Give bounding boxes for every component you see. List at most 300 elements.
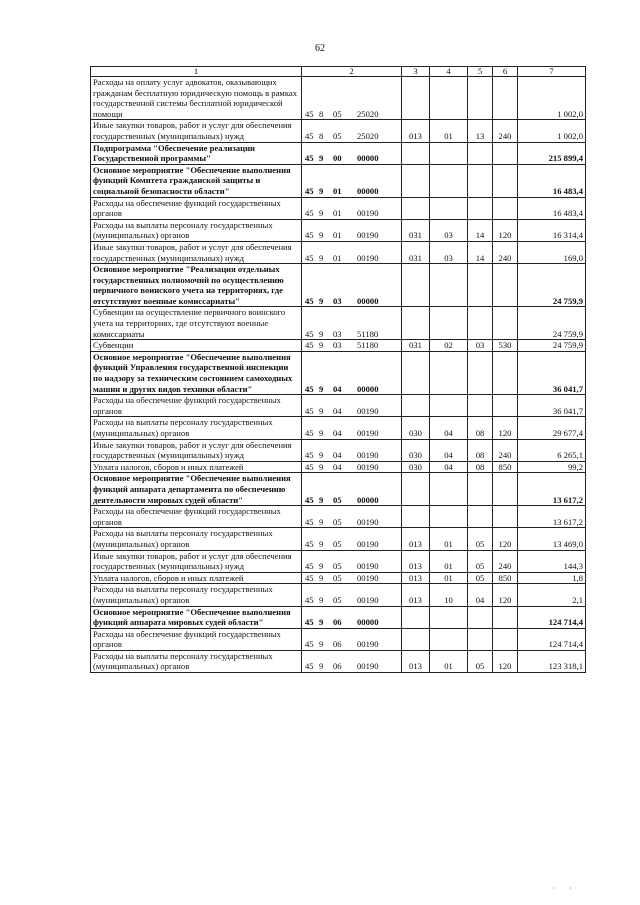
row-col-5: 08 [468,439,493,461]
row-code [302,506,402,528]
row-amount: 13 617,2 [518,473,586,506]
row-col-5 [468,264,493,307]
row-col-4 [430,606,468,628]
code-part-c1: 45 [305,494,314,505]
row-col-5: 14 [468,241,493,263]
code-part-c2: 9 [319,252,324,263]
code-part-c1: 45 [305,130,314,141]
row-code [302,572,402,584]
column-header: 5 [468,67,493,77]
row-amount: 6 265,1 [518,439,586,461]
row-col-3: 013 [402,550,430,572]
code-part-c4: 00190 [357,516,379,527]
row-amount: 2,1 [518,584,586,606]
row-col-5 [468,197,493,219]
code-part-c2: 9 [319,230,324,241]
code-part-c4: 00190 [357,230,379,241]
row-name: Иные закупки товаров, работ и услуг для обеспечения государственных (муниципальных) нужд [91,550,302,572]
column-header: 3 [402,67,430,77]
row-col-4: 01 [430,120,468,142]
row-col-4 [430,164,468,197]
row-col-5: 05 [468,528,493,550]
code-part-c4: 00000 [357,383,379,394]
code-part-c2: 9 [319,450,324,461]
code-part-c1: 45 [305,383,314,394]
row-col-5 [468,395,493,417]
row-amount: 215 899,4 [518,142,586,164]
table-body [91,77,586,673]
code-part-c4: 00190 [357,428,379,438]
row-name: Иные закупки товаров, работ и услуг для обеспечения государственных (муниципальных) нужд [91,120,302,142]
row-col-3: 013 [402,650,430,672]
row-col-6 [493,264,518,307]
table-row [91,628,586,650]
table-row [91,340,586,352]
row-col-3 [402,506,430,528]
row-amount: 16 314,4 [518,219,586,241]
table-row [91,307,586,340]
row-col-6 [493,395,518,417]
row-col-5 [468,351,493,394]
code-part-c2: 9 [319,328,324,339]
table-row [91,120,586,142]
row-col-3 [402,606,430,628]
row-code [302,528,402,550]
row-col-6 [493,142,518,164]
code-part-c2: 8 [319,130,324,141]
header-row [91,67,586,77]
code-part-c4: 00190 [357,461,379,472]
code-part-c3: 06 [333,617,342,628]
row-col-5: 05 [468,550,493,572]
row-col-5: 08 [468,417,493,439]
column-header: 7 [518,67,586,77]
table-row [91,584,586,606]
code-part-c3: 05 [333,561,342,572]
code-part-c3: 04 [333,405,342,416]
code-part-c2: 9 [319,295,324,306]
row-code [302,264,402,307]
code-part-c2: 9 [319,594,324,605]
row-amount: 16 483,4 [518,197,586,219]
row-col-4: 04 [430,417,468,439]
row-amount: 169,0 [518,241,586,263]
row-col-3 [402,77,430,120]
code-part-c1: 45 [305,450,314,461]
code-part-c4: 00190 [357,639,379,650]
code-part-c2: 9 [319,428,324,438]
row-col-5: 05 [468,650,493,672]
row-code [302,473,402,506]
code-part-c4: 51180 [357,328,379,339]
row-col-3 [402,628,430,650]
code-part-c3: 04 [333,428,342,438]
code-part-c1: 45 [305,153,314,164]
row-name: Основное мероприятие "Обеспечение выполнения функций аппарата департамента по обеспечению деятельности мировых судей области" [91,473,302,506]
code-part-c4: 00190 [357,661,379,672]
code-part-c4: 00190 [357,450,379,461]
table-row [91,219,586,241]
code-part-c1: 45 [305,561,314,572]
code-part-c1: 45 [305,108,314,119]
table-row [91,142,586,164]
row-col-4 [430,351,468,394]
row-code [302,164,402,197]
code-part-c4: 00000 [357,494,379,505]
code-part-c4: 25020 [357,108,379,119]
row-col-6: 120 [493,417,518,439]
row-col-3 [402,473,430,506]
row-col-4: 01 [430,650,468,672]
code-part-c4: 00190 [357,572,379,583]
code-part-c3: 01 [333,185,342,196]
row-col-5 [468,142,493,164]
code-part-c4: 25020 [357,130,379,141]
code-part-c2: 9 [319,185,324,196]
code-part-c3: 04 [333,383,342,394]
code-part-c1: 45 [305,572,314,583]
row-col-5 [468,307,493,340]
code-part-c2: 9 [319,561,324,572]
row-col-3: 030 [402,417,430,439]
code-part-c1: 45 [305,639,314,650]
code-part-c1: 45 [305,295,314,306]
row-col-3 [402,395,430,417]
row-name: Иные закупки товаров, работ и услуг для обеспечения государственных (муниципальных) нужд [91,439,302,461]
row-col-4 [430,395,468,417]
row-col-6: 530 [493,340,518,352]
table-row [91,197,586,219]
table-row [91,395,586,417]
row-col-4: 01 [430,572,468,584]
row-col-3 [402,307,430,340]
row-name: Расходы на обеспечение функций государственных органов [91,395,302,417]
row-col-5 [468,473,493,506]
code-part-c3: 03 [333,328,342,339]
row-code [302,120,402,142]
table-row [91,550,586,572]
row-col-6 [493,628,518,650]
row-code [302,351,402,394]
row-name: Основное мероприятие "Обеспечение выполнения функций Комитета гражданской защиты и социальной безопасности области" [91,164,302,197]
table-row [91,241,586,263]
table-row [91,506,586,528]
row-col-3 [402,164,430,197]
row-name: Расходы на выплаты персоналу государственных (муниципальных) органов [91,417,302,439]
row-col-3: 013 [402,528,430,550]
row-name: Основное мероприятие "Обеспечение выполнения функций аппарата мировых судей области" [91,606,302,628]
row-name: Расходы на обеспечение функций государственных органов [91,197,302,219]
table-row [91,439,586,461]
row-col-5: 14 [468,219,493,241]
row-col-3: 013 [402,584,430,606]
row-name: Подпрограмма "Обеспечение реализации Государственной программы" [91,142,302,164]
code-part-c3: 03 [333,295,342,306]
row-col-6 [493,164,518,197]
row-col-6: 850 [493,572,518,584]
row-amount: 29 677,4 [518,417,586,439]
code-part-c4: 00190 [357,405,379,416]
row-name: Уплата налогов, сборов и иных платежей [91,461,302,473]
row-col-3: 031 [402,340,430,352]
row-amount: 124 714,4 [518,606,586,628]
code-part-c2: 9 [319,340,324,351]
row-amount: 24 759,9 [518,307,586,340]
code-part-c4: 00190 [357,561,379,572]
row-code [302,219,402,241]
row-col-5: 03 [468,340,493,352]
row-col-6: 120 [493,528,518,550]
code-part-c1: 45 [305,328,314,339]
row-col-4: 10 [430,584,468,606]
row-name: Расходы на выплаты персоналу государственных (муниципальных) органов [91,528,302,550]
code-part-c2: 9 [319,461,324,472]
row-name: Иные закупки товаров, работ и услуг для обеспечения государственных (муниципальных) нужд [91,241,302,263]
row-code [302,197,402,219]
code-part-c1: 45 [305,516,314,527]
row-col-3 [402,264,430,307]
code-part-c4: 00190 [357,252,379,263]
row-col-6 [493,506,518,528]
code-part-c1: 45 [305,340,314,351]
code-part-c2: 9 [319,383,324,394]
row-col-5: 04 [468,584,493,606]
code-part-c3: 04 [333,450,342,461]
row-name: Расходы на выплаты персоналу государственных (муниципальных) органов [91,219,302,241]
row-name: Расходы на обеспечение функций государственных органов [91,628,302,650]
column-header: 1 [91,67,302,77]
code-part-c2: 9 [319,494,324,505]
table-row [91,264,586,307]
row-col-4: 04 [430,461,468,473]
row-col-4: 02 [430,340,468,352]
table-row [91,461,586,473]
code-part-c2: 9 [319,661,324,672]
row-col-3: 030 [402,461,430,473]
row-col-6: 240 [493,550,518,572]
code-part-c3: 06 [333,639,342,650]
code-part-c2: 8 [319,108,324,119]
code-part-c2: 9 [319,516,324,527]
code-part-c1: 45 [305,538,314,549]
table-row [91,417,586,439]
row-col-5 [468,506,493,528]
code-part-c4: 00190 [357,208,379,219]
row-code [302,395,402,417]
row-col-3: 030 [402,439,430,461]
row-code [302,142,402,164]
row-amount: 24 759,9 [518,264,586,307]
table-row [91,572,586,584]
row-code [302,340,402,352]
row-col-3: 031 [402,219,430,241]
row-amount: 144,3 [518,550,586,572]
row-col-5 [468,628,493,650]
row-col-6: 240 [493,241,518,263]
row-amount: 123 318,1 [518,650,586,672]
row-col-6: 240 [493,120,518,142]
code-part-c3: 01 [333,230,342,241]
row-col-3: 013 [402,572,430,584]
code-part-c2: 9 [319,405,324,416]
row-col-6 [493,473,518,506]
scan-marks: · · [552,884,578,893]
table-row [91,77,586,120]
code-part-c3: 03 [333,340,342,351]
row-col-6: 120 [493,219,518,241]
code-part-c1: 45 [305,230,314,241]
table-row [91,164,586,197]
row-col-4 [430,197,468,219]
row-col-6: 850 [493,461,518,473]
row-amount: 36 041,7 [518,395,586,417]
row-name: Расходы на обеспечение функций государственных органов [91,506,302,528]
code-part-c1: 45 [305,594,314,605]
column-header: 2 [302,67,402,77]
row-code [302,307,402,340]
row-col-4: 04 [430,439,468,461]
code-part-c1: 45 [305,208,314,219]
code-part-c3: 06 [333,661,342,672]
row-name: Расходы на выплаты персоналу государственных (муниципальных) органов [91,650,302,672]
code-part-c3: 00 [333,153,342,164]
table-row [91,351,586,394]
row-code [302,439,402,461]
code-part-c2: 9 [319,617,324,628]
row-amount: 13 469,0 [518,528,586,550]
row-amount: 24 759,9 [518,340,586,352]
row-col-4: 01 [430,550,468,572]
table-row [91,473,586,506]
row-amount: 13 617,2 [518,506,586,528]
row-col-6 [493,77,518,120]
code-part-c2: 9 [319,572,324,583]
row-code [302,584,402,606]
row-name: Расходы на оплату услуг адвокатов, оказывающих гражданам бесплатную юридическую помощь в рамках государственной системы бесплатной юридической помощи [91,77,302,120]
row-col-4: 03 [430,219,468,241]
row-name: Основное мероприятие "Реализация отдельных государственных полномочий по осуществлению первичного воинского учета на территориях, где отсутствуют военные комиссариаты" [91,264,302,307]
row-amount: 1 002,0 [518,77,586,120]
code-part-c1: 45 [305,428,314,438]
row-col-6 [493,307,518,340]
row-code [302,550,402,572]
row-col-3 [402,142,430,164]
row-col-5 [468,164,493,197]
row-col-4 [430,77,468,120]
code-part-c3: 01 [333,252,342,263]
row-col-5: 13 [468,120,493,142]
row-amount: 124 714,4 [518,628,586,650]
code-part-c1: 45 [305,185,314,196]
row-col-6 [493,197,518,219]
table-row [91,650,586,672]
row-name: Уплата налогов, сборов и иных платежей [91,572,302,584]
row-name: Субвенции на осуществление первичного воинского учета на территориях, где отсутствуют военные комиссариаты [91,307,302,340]
row-col-3 [402,197,430,219]
row-code [302,77,402,120]
code-part-c3: 05 [333,494,342,505]
row-amount: 16 483,4 [518,164,586,197]
budget-table-container [90,66,585,673]
row-amount: 36 041,7 [518,351,586,394]
row-col-4 [430,506,468,528]
row-name: Основное мероприятие "Обеспечение выполнения функций Управления государственной инспекции по надзору за техническим состоянием самоходных машин и других видов техники области" [91,351,302,394]
code-part-c3: 05 [333,538,342,549]
row-amount: 1 002,0 [518,120,586,142]
column-header: 4 [430,67,468,77]
code-part-c4: 00190 [357,538,379,549]
code-part-c2: 9 [319,639,324,650]
code-part-c2: 9 [319,538,324,549]
row-col-4 [430,628,468,650]
row-code [302,241,402,263]
code-part-c1: 45 [305,405,314,416]
row-amount: 1,8 [518,572,586,584]
code-part-c3: 05 [333,516,342,527]
row-col-4: 03 [430,241,468,263]
code-part-c3: 05 [333,108,342,119]
row-col-5 [468,77,493,120]
row-col-4 [430,473,468,506]
row-col-3: 013 [402,120,430,142]
row-col-3 [402,351,430,394]
row-col-4 [430,307,468,340]
row-col-6: 120 [493,650,518,672]
row-col-5: 05 [468,572,493,584]
row-col-6 [493,606,518,628]
row-amount: 99,2 [518,461,586,473]
code-part-c2: 9 [319,153,324,164]
row-col-4 [430,264,468,307]
row-code [302,628,402,650]
row-col-6: 240 [493,439,518,461]
row-code [302,650,402,672]
code-part-c1: 45 [305,661,314,672]
row-name: Субвенции [91,340,302,352]
code-part-c3: 05 [333,130,342,141]
code-part-c4: 00000 [357,617,379,628]
code-part-c4: 00000 [357,295,379,306]
code-part-c3: 05 [333,594,342,605]
budget-table [90,66,586,673]
row-col-6: 120 [493,584,518,606]
code-part-c2: 9 [319,208,324,219]
row-col-5 [468,606,493,628]
code-part-c3: 05 [333,572,342,583]
row-col-4 [430,142,468,164]
code-part-c3: 01 [333,208,342,219]
code-part-c1: 45 [305,461,314,472]
code-part-c4: 51180 [357,340,379,351]
row-col-4: 01 [430,528,468,550]
table-row [91,606,586,628]
page-number: 62 [315,43,325,54]
row-code [302,606,402,628]
code-part-c4: 00190 [357,594,379,605]
row-col-5: 08 [468,461,493,473]
code-part-c4: 00000 [357,185,379,196]
row-code [302,417,402,439]
table-row [91,528,586,550]
row-code [302,461,402,473]
column-header: 6 [493,67,518,77]
row-name: Расходы на выплаты персоналу государственных (муниципальных) органов [91,584,302,606]
row-col-6 [493,351,518,394]
code-part-c4: 00000 [357,153,379,164]
code-part-c1: 45 [305,617,314,628]
code-part-c3: 04 [333,461,342,472]
row-col-3: 031 [402,241,430,263]
